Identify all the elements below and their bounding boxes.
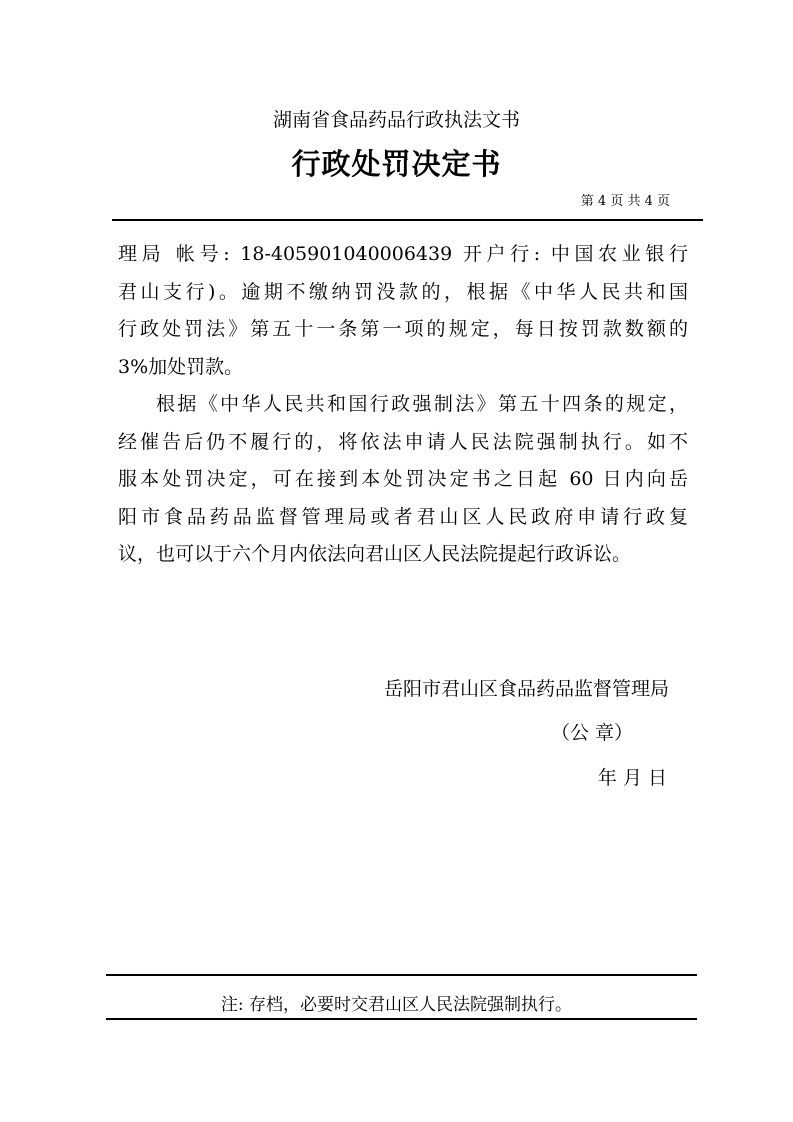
body-line: 君山支行)。逾期不缴纳罚没款的，根据《中华人民共和国 [118,280,688,303]
body-line: 经催告后仍不履行的，将依法申请人民法院强制执行。如不 [118,430,688,453]
body-line: 行政处罚法》第五十一条第一项的规定，每日按罚款数额的 [118,318,688,340]
page-number: 第 4 页 共 4 页 [580,194,670,209]
issuing-organization: 岳阳市君山区食品药品监督管理局 [383,678,669,700]
body-line: 服本处罚决定，可在接到本处罚决定书之日起 60 日内向岳 [118,468,688,490]
body-line: 阳市食品药品监督管理局或者君山区人民政府申请行政复 [118,505,688,528]
document-body [118,236,688,574]
body-line: 理局 帐号: 18-405901040006439 开户行: 中国农业银行 [118,243,688,265]
body-line: 根据《中华人民共和国行政强制法》第五十四条的规定， [156,393,688,415]
signature-date: 年 月 日 [597,767,667,789]
footer-divider-bottom [106,1018,697,1020]
body-line: 议，也可以于六个月内依法向君山区人民法院提起行政诉讼。 [118,543,632,565]
document-title: 行政处罚决定书 [291,147,502,181]
footer-divider-top [106,974,697,976]
official-seal-placeholder: （公 章） [550,722,633,744]
header-divider [112,219,703,221]
footer-note: 注: 存档，必要时交君山区人民法院强制执行。 [220,995,573,1015]
body-line: 3%加处罚款。 [118,355,244,378]
document-org-header: 湖南省食品药品行政执法文书 [272,109,520,131]
